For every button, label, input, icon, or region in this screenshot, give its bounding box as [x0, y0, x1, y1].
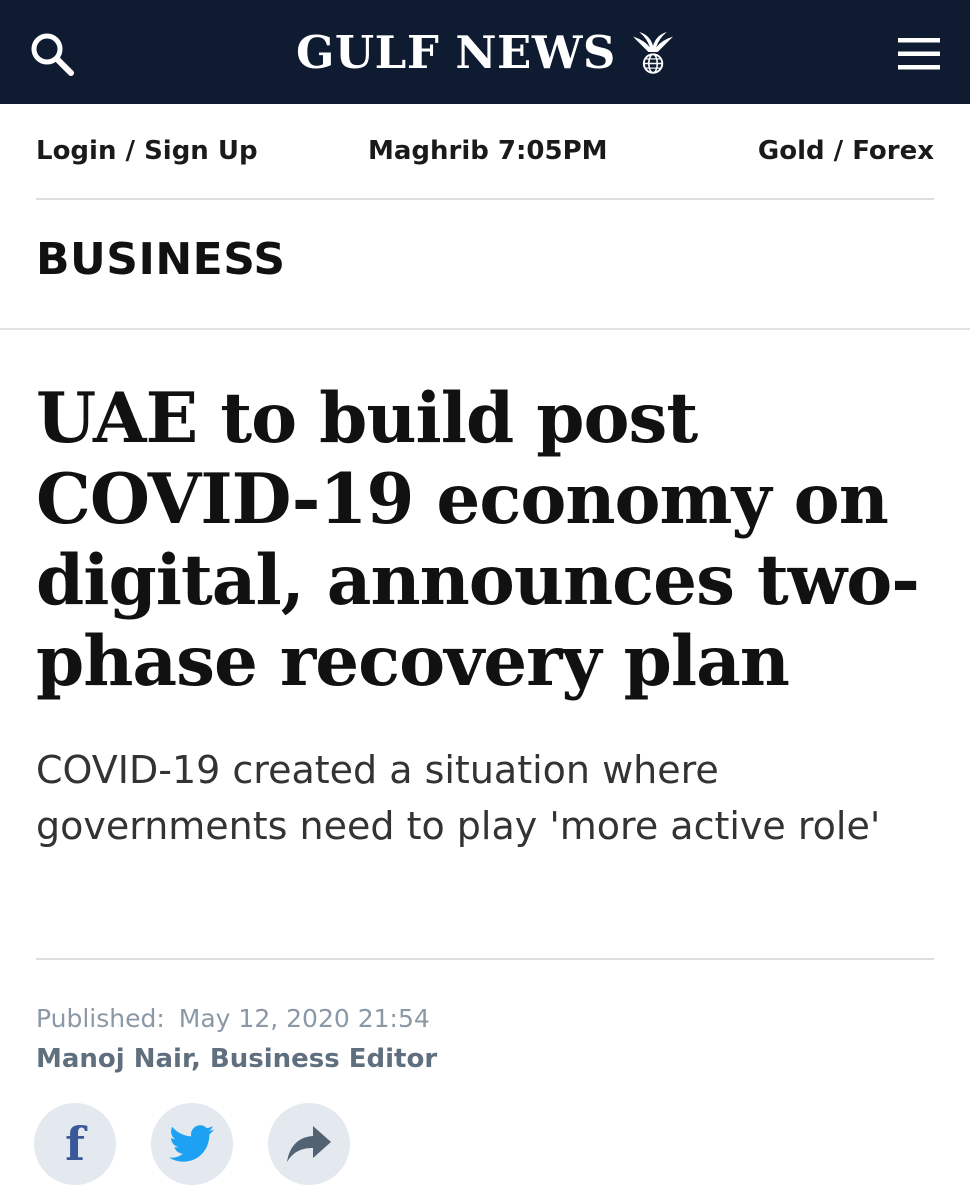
facebook-icon: f	[65, 1117, 85, 1171]
eagle-globe-emblem-icon	[630, 22, 676, 82]
author-byline[interactable]: Manoj Nair, Business Editor	[36, 1044, 438, 1074]
article-subheadline: COVID-19 created a situation where governments need to play 'more active role'	[36, 748, 881, 848]
logo-text: GULF NEWS	[296, 25, 616, 79]
search-icon	[28, 30, 76, 78]
login-signup-link[interactable]: Login / Sign Up	[36, 136, 258, 166]
twitter-share-button[interactable]	[151, 1103, 233, 1185]
gulf-news-logo[interactable]	[296, 18, 676, 86]
published-date: May 12, 2020 21:54	[178, 1004, 430, 1033]
divider	[0, 328, 970, 330]
utility-bar	[36, 130, 934, 174]
article-headline: UAE to build post COVID-19 economy on digital, announces two-phase recovery plan	[36, 378, 919, 702]
published-label: Published:	[36, 1004, 165, 1033]
hamburger-menu-icon	[898, 34, 940, 74]
top-navigation-bar	[0, 0, 970, 104]
share-arrow-icon	[285, 1124, 333, 1164]
search-button[interactable]	[28, 30, 76, 78]
menu-button[interactable]	[898, 34, 940, 74]
twitter-bird-icon	[169, 1125, 215, 1163]
divider	[36, 198, 934, 200]
divider	[36, 958, 934, 960]
gold-forex-link[interactable]: Gold / Forex	[757, 136, 934, 166]
share-more-button[interactable]	[268, 1103, 350, 1185]
facebook-share-button[interactable]	[34, 1103, 116, 1185]
prayer-time-text: Maghrib 7:05PM	[368, 136, 608, 166]
published-info	[36, 1004, 430, 1033]
section-title[interactable]: BUSINESS	[36, 234, 286, 285]
